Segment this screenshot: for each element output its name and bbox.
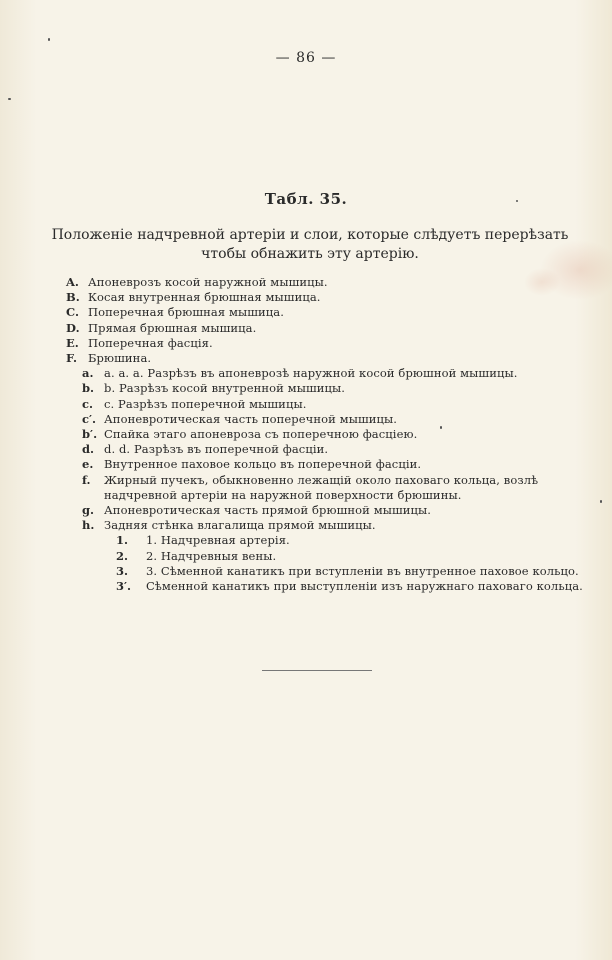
- page-number: — 86 —: [275, 50, 337, 66]
- print-speck: [8, 98, 11, 100]
- sublegend-label: c. Разрѣзъ поперечной мышицы.: [104, 396, 307, 411]
- legend-item: [0, 290, 612, 305]
- numbered-key: 2.: [116, 548, 129, 563]
- numbered-item: [0, 564, 612, 579]
- sublegend-key: f.: [82, 472, 91, 487]
- sublegend-key: d.: [82, 442, 95, 457]
- sublegend-key: c′.: [82, 411, 97, 426]
- sublegend-key: b.: [82, 381, 95, 396]
- legend-key: A.: [66, 275, 79, 289]
- numbered-item: [0, 549, 612, 564]
- sublegend-label: Жирный пучекъ, обыкновенно лежащій около паховаго кольца, возлѣ: [104, 472, 539, 487]
- sublegend-label: Задняя стѣнка влагалища прямой мышицы.: [104, 518, 376, 533]
- sublegend-key: g.: [82, 503, 95, 518]
- legend-key: F.: [66, 351, 78, 366]
- sublegend-item: [0, 427, 612, 442]
- print-speck: [440, 426, 442, 429]
- sublegend-item: [0, 366, 612, 381]
- print-speck: [600, 500, 602, 503]
- table-caption: [40, 226, 580, 264]
- sublegend-key: c.: [82, 396, 94, 411]
- legend-label: Прямая брюшная мышица.: [88, 320, 257, 335]
- legend-item: [0, 336, 612, 351]
- sublegend-key: h.: [82, 518, 95, 533]
- sublegend-label: Апоневротическая часть прямой брюшной мышицы.: [104, 503, 432, 518]
- sublegend-label: a. a. a. Разрѣзъ въ апоневрозѣ наружной косой брюшной мышицы.: [104, 366, 518, 381]
- print-speck: [48, 38, 50, 41]
- numbered-label: 3. Сѣменной канатикъ при вступленіи въ внутренное паховое кольцо.: [146, 563, 579, 578]
- sublegend-label: Апоневротическая часть поперечной мышицы.: [104, 411, 398, 426]
- legend-key: C.: [66, 305, 79, 320]
- sublegend-item: [0, 503, 612, 518]
- numbered-label: 2. Надчревныя вены.: [146, 548, 277, 563]
- legend-key: D.: [66, 320, 80, 335]
- legend-label: Косая внутренная брюшная мышица.: [88, 290, 321, 305]
- sublegend-item: [0, 397, 612, 412]
- numbered-key: 1.: [116, 533, 129, 548]
- sublegend-label: Спайка этаго апоневроза съ поперечною фасціею.: [104, 427, 418, 442]
- legend-item: [0, 305, 612, 320]
- table-title: Табл. 35.: [264, 190, 348, 208]
- legend-item: [0, 351, 612, 366]
- legend-label: Апоневрозъ косой наружной мышицы.: [88, 275, 328, 289]
- legend-key: E.: [66, 335, 79, 350]
- caption-line-2: чтобы обнажить эту артерію.: [201, 246, 419, 262]
- numbered-label: Сѣменной канатикъ при выступленіи изъ наружнаго паховаго кольца.: [146, 579, 583, 594]
- legend-label: Брюшина.: [88, 351, 152, 366]
- sublegend-item: [0, 473, 612, 488]
- legend-list: [0, 275, 612, 594]
- sublegend-item: [0, 442, 612, 457]
- sublegend-label: b. Разрѣзъ косой внутренной мышицы.: [104, 381, 346, 396]
- end-rule-divider: [262, 670, 372, 671]
- numbered-key: 3′.: [116, 579, 132, 594]
- legend-item: [0, 275, 612, 290]
- sublegend-item: [0, 457, 612, 472]
- print-speck: [516, 200, 518, 202]
- sublegend-key: a.: [82, 366, 94, 381]
- sublegend-item: [0, 381, 612, 396]
- legend-label: Поперечная фасція.: [88, 335, 213, 350]
- sublegend-label: d. d. Разрѣзъ въ поперечной фасціи.: [104, 442, 329, 457]
- sublegend-key: e.: [82, 457, 94, 472]
- numbered-item: [0, 579, 612, 594]
- sublegend-label: надчревной артеріи на наружной поверхности брюшины.: [104, 487, 462, 502]
- sublegend-continuation: [0, 488, 612, 503]
- legend-item: [0, 321, 612, 336]
- numbered-item: [0, 533, 612, 548]
- caption-line-1: Положеніе надчревной артеріи и слои, которые слѣдуетъ перерѣзать: [51, 227, 569, 243]
- numbered-label: 1. Надчревная артерія.: [146, 533, 290, 548]
- sublegend-label: Внутренное паховое кольцо въ поперечной фасціи.: [104, 457, 422, 472]
- sublegend-item: [0, 412, 612, 427]
- sublegend-item: [0, 518, 612, 533]
- legend-key: B.: [66, 290, 80, 305]
- legend-label: Поперечная брюшная мышица.: [88, 305, 285, 320]
- numbered-key: 3.: [116, 563, 129, 578]
- sublegend-key: b′.: [82, 427, 98, 442]
